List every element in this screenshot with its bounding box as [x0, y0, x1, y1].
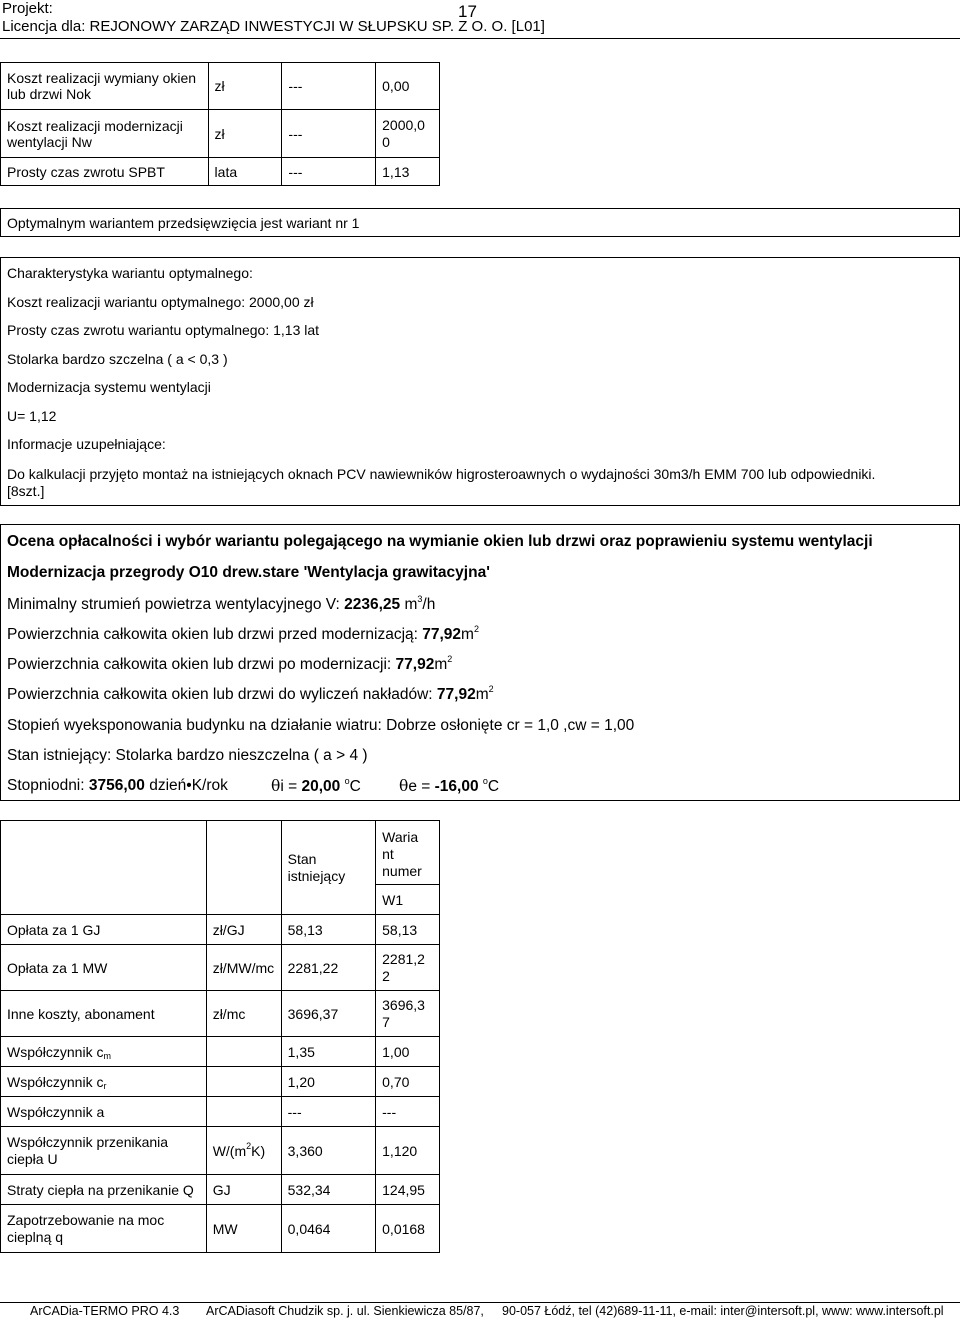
table-header-row	[1, 821, 440, 885]
row-existing: ---	[281, 1097, 376, 1127]
row-variant: 2281,2 2	[376, 945, 440, 991]
cost-dash: ---	[282, 158, 376, 186]
row-existing: 1,20	[281, 1067, 376, 1097]
row-existing: 2281,22	[281, 945, 376, 991]
cost-label: Koszt realizacji wymiany okien lub drzwi Nok	[1, 63, 209, 110]
row-label: Opłata za 1 MW	[1, 945, 207, 991]
area-cost-value: 77,92	[436, 686, 476, 703]
table-row	[1, 110, 440, 158]
row-label: Zapotrzebowanie na moc cieplną q	[1, 1205, 207, 1253]
row-unit	[206, 1037, 281, 1067]
row-label: Opłata za 1 GJ	[1, 915, 207, 945]
table-row	[1, 1037, 440, 1067]
row-variant: 58,13	[376, 915, 440, 945]
table-row	[1, 63, 440, 110]
cost-value: 2000,0 0	[376, 110, 440, 158]
assessment-title: Ocena opłacalności i wybór wariantu polegającego na wymianie okien lub drzwi oraz poprawieniu systemu wentylacji	[7, 533, 873, 550]
wind-exposure: Stopień wyeksponowania budynku na działanie wiatru: Dobrze osłonięte cr = 1,0 ,cw = 1,00	[7, 717, 635, 734]
theta-i-line: θi = 20,00 $^o$C	[271, 776, 361, 795]
optimal-cost: Koszt realizacji wariantu optymalnego: 2000,00 zł	[7, 294, 314, 310]
row-unit	[206, 1067, 281, 1097]
row-variant: ---	[376, 1097, 440, 1127]
variant-table	[0, 820, 440, 1253]
row-unit: $W/(m^2K)$	[206, 1127, 281, 1175]
assessment-subtitle: Modernizacja przegrody O10 drew.stare 'Wentylacja grawitacyjna'	[7, 564, 490, 581]
airflow-line: Minimalny strumień powietrza wentylacyjnego V: 2236,25 $m^3/h$	[7, 594, 436, 613]
characteristics-box	[0, 257, 960, 506]
cost-unit: zł	[208, 63, 282, 110]
optimal-payback: Prosty czas zwrotu wariantu optymalnego: 1,13 lat	[7, 322, 320, 338]
row-unit: GJ	[206, 1175, 281, 1205]
cost-dash: ---	[282, 63, 376, 110]
row-unit	[206, 1097, 281, 1127]
cost-unit: zł	[208, 110, 282, 158]
row-existing: 3696,37	[281, 991, 376, 1037]
table-row	[1, 945, 440, 991]
row-variant: 3696,3 7	[376, 991, 440, 1037]
col-existing-header: Stan istniejący	[281, 821, 376, 915]
characteristics-title: Charakterystyka wariantu optymalnego:	[7, 265, 253, 281]
area-cost-line: Powierzchnia całkowita okien lub drzwi do wyliczeń nakładów: $77,92m^2$	[7, 684, 494, 703]
row-existing: 1,35	[281, 1037, 376, 1067]
col-variant-header: Waria nt numer	[376, 821, 440, 885]
row-existing: 0,0464	[281, 1205, 376, 1253]
area-after-line: Powierzchnia całkowita okien lub drzwi po modernizacji: $77,92m^2$	[7, 654, 453, 673]
footer-software: ArCADia-TERMO PRO 4.3	[30, 1304, 180, 1318]
table-row	[1, 1097, 440, 1127]
row-label: Straty ciepła na przenikanie Q	[1, 1175, 207, 1205]
footer-address: 90-057 Łódź, tel (42)689-11-11, e-mail: inter@intersoft.pl, www: www.intersoft.pl	[502, 1304, 944, 1318]
table-row	[1, 1205, 440, 1253]
row-label: Współczynnik przenikania ciepła U	[1, 1127, 207, 1175]
existing-state: Stan istniejący: Stolarka bardzo nieszczelna ( a > 4 )	[7, 747, 368, 764]
cost-label: Koszt realizacji modernizacji wentylacji Nw	[1, 110, 209, 158]
optimal-variant-box	[0, 208, 960, 237]
area-after-value: 77,92	[395, 656, 435, 673]
cost-table	[0, 62, 440, 186]
degree-days-line: Stopniodni: 3756,00 dzień•K/rok	[7, 777, 228, 794]
footer-company: ArCADiasoft Chudzik sp. j. ul. Sienkiewicza 85/87,	[206, 1304, 484, 1318]
row-variant: 0,70	[376, 1067, 440, 1097]
assessment-box	[0, 524, 960, 801]
area-before-value: 77,92	[422, 626, 462, 643]
project-label: Projekt:	[2, 0, 53, 17]
row-variant: 1,120	[376, 1127, 440, 1175]
row-variant: 124,95	[376, 1175, 440, 1205]
row-existing: 58,13	[281, 915, 376, 945]
theta-e-value: -16,00	[434, 778, 479, 795]
table-row	[1, 991, 440, 1037]
cost-dash: ---	[282, 110, 376, 158]
ventilation-modernization: Modernizacja systemu wentylacji	[7, 379, 211, 395]
info-text: Do kalkulacji przyjęto montaż na istniejących oknach PCV nawiewników higrosteroawnych o wydajności 30m3/h EMM 700 lub odpowiedniki.[8szt.]	[7, 466, 876, 499]
row-label: Inne koszty, abonament	[1, 991, 207, 1037]
row-label: Współczynnik a	[1, 1097, 207, 1127]
col-variant-id: W1	[376, 885, 440, 915]
table-row	[1, 1175, 440, 1205]
row-existing: 3,360	[281, 1127, 376, 1175]
airflow-value: 2236,25	[344, 596, 401, 613]
cost-unit: lata	[208, 158, 282, 186]
optimal-variant-text: Optymalnym wariantem przedsięwzięcia jest wariant nr 1	[7, 215, 360, 231]
info-title: Informacje uzupełniające:	[7, 436, 166, 452]
table-row	[1, 1127, 440, 1175]
row-label: Współczynnik $c_r$	[1, 1067, 207, 1097]
row-existing: 532,34	[281, 1175, 376, 1205]
table-row	[1, 915, 440, 945]
page-number: 17	[458, 2, 477, 21]
footer	[0, 1302, 960, 1320]
row-variant: 0,0168	[376, 1205, 440, 1253]
degree-days-value: 3756,00	[88, 777, 145, 794]
row-unit: zł/MW/mc	[206, 945, 281, 991]
joinery-state: Stolarka bardzo szczelna ( a < 0,3 )	[7, 351, 228, 367]
cost-label: Prosty czas zwrotu SPBT	[1, 158, 209, 186]
theta-i-value: 20,00	[301, 778, 341, 795]
header-divider	[0, 38, 960, 39]
table-row	[1, 158, 440, 186]
row-label: Współczynnik $c_m$	[1, 1037, 207, 1067]
row-unit: MW	[206, 1205, 281, 1253]
cost-value: 0,00	[376, 63, 440, 110]
area-before-line: Powierzchnia całkowita okien lub drzwi przed modernizacją: $77,92m^2$	[7, 624, 479, 643]
u-value: U= 1,12	[7, 408, 57, 424]
license-line: Licencja dla: REJONOWY ZARZĄD INWESTYCJI W SŁUPSKU SP. Z O. O. [L01]	[2, 18, 545, 35]
row-unit: zł/GJ	[206, 915, 281, 945]
theta-e-line: θe = -16,00 $^o$C	[399, 776, 500, 795]
table-row	[1, 1067, 440, 1097]
cost-value: 1,13	[376, 158, 440, 186]
row-variant: 1,00	[376, 1037, 440, 1067]
row-unit: zł/mc	[206, 991, 281, 1037]
